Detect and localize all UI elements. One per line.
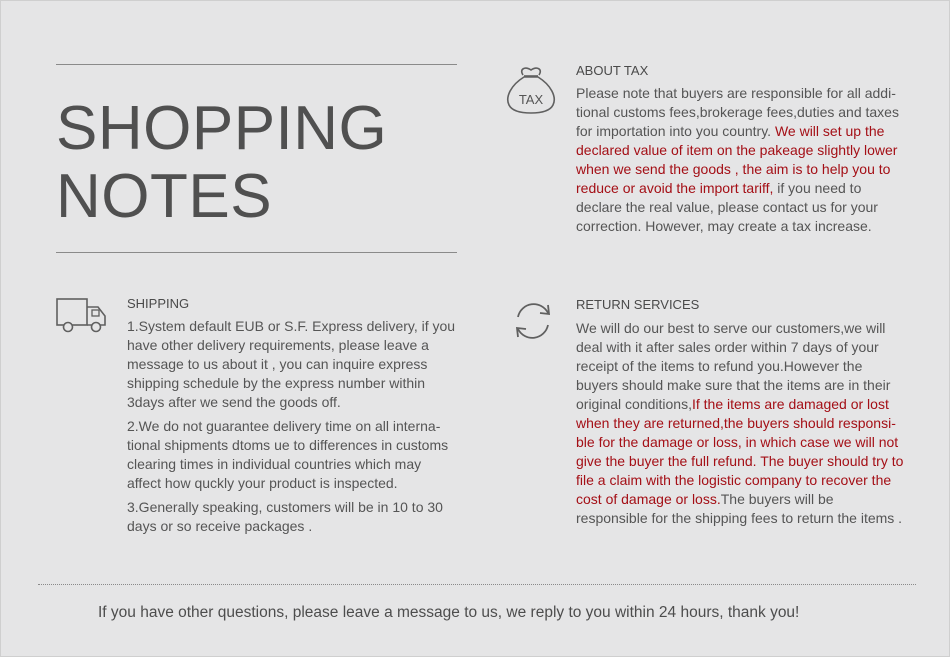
about-tax-text-b: if you need to declare the real value, please contact us for your correction. However, may create a tax increase. (576, 180, 878, 234)
title-top-rule (56, 64, 457, 65)
return-text-a: We will do our best to serve our customers,we will deal with it after sales order within 7 days of your receipt of the items to refund you.However the buyers should make sure that the items are in their original conditions, (576, 320, 891, 412)
shipping-text (127, 317, 457, 541)
footer-note: If you have other questions, please leave a message to us, we reply to you within 24 hours, thank you! (98, 604, 800, 621)
refresh-svg (511, 299, 555, 343)
money-bag-icon (503, 61, 559, 117)
page-title-line1: SHOPPING (56, 94, 388, 163)
about-tax-heading: ABOUT TAX (576, 63, 649, 78)
truck-svg (56, 297, 108, 335)
about-tax-text-highlight: We will set up the declared value of item on the pakeage slightly lower when we send the goods , the aim is to help you to reduce or avoid the import tariff, (576, 123, 898, 196)
shipping-item-3: 3.Generally speaking, customers will be in 10 to 30 days or so receive packages . (127, 499, 443, 534)
shipping-heading: SHIPPING (127, 296, 190, 311)
shipping-item-1: 1.System default EUB or S.F. Express delivery, if you have other delivery requirements, please leave a message to us about it , you can inquire express shipping schedule by the express number within 3days after we send the goods off. (127, 318, 456, 410)
return-services-text (576, 319, 906, 528)
shipping-item-2: 2.We do not guarantee delivery time on all interna- tional shipments dtoms ue to differences in customs clearing times in individual countries which may affect how quckly your product is inspected. (127, 418, 449, 491)
return-text-b: The buyers will be responsible for the shipping fees to return the items . (576, 491, 903, 526)
delivery-truck-icon (56, 297, 108, 335)
footer-divider (38, 584, 916, 585)
return-text-highlight: If the items are damaged or lost when they are returned,the buyers should responsi- ble for the damage or loss, in which case we will not give the buyer the full refund. The buyer should try to file a claim with the logistic company to recover the cost of damage or loss. (576, 396, 904, 507)
about-tax-text-a: Please note that buyers are responsible for all addi- tional customs fees,brokerage fees,duties and taxes for importation into you country. (576, 85, 899, 139)
page-title (56, 95, 387, 231)
about-tax-text (576, 84, 906, 236)
refresh-arrows-icon (511, 299, 555, 343)
tax-icon-text: TAX (518, 92, 544, 107)
return-services-heading: RETURN SERVICES (576, 297, 700, 312)
page-title-line2: NOTES (56, 162, 273, 231)
title-bottom-rule (56, 252, 457, 253)
money-bag-svg (503, 61, 559, 117)
